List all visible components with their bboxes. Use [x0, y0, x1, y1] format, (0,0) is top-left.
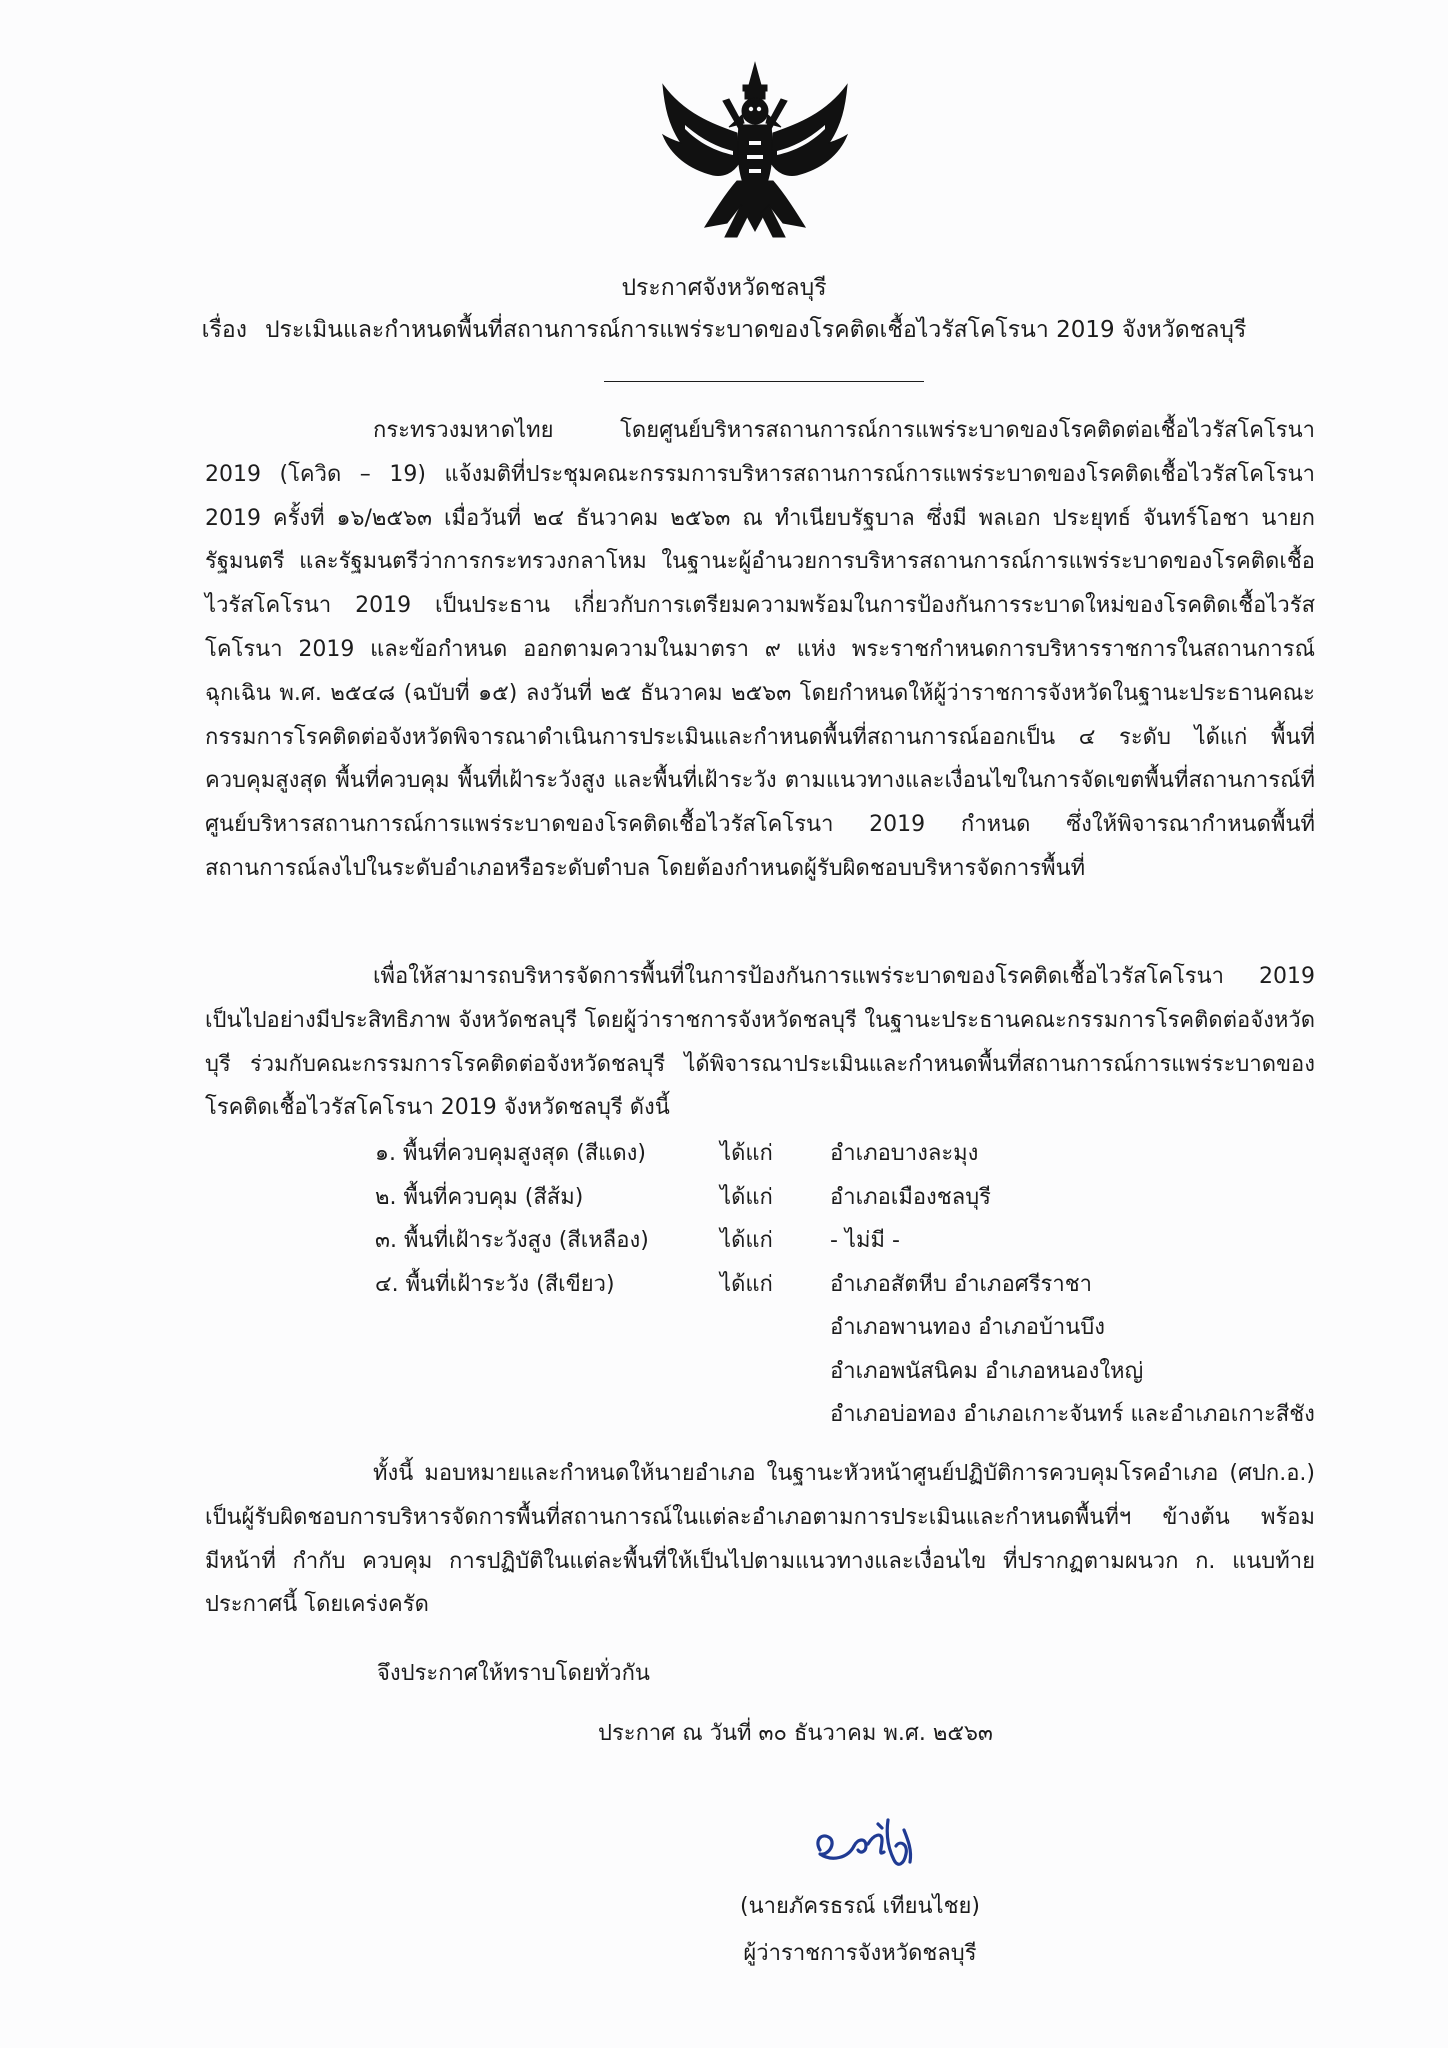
area-label: ๓. พื้นที่เฝ้าระวังสูง (สีเหลือง) — [375, 1228, 649, 1253]
area-district: อำเภอพนัสนิคม อำเภอหนองใหญ่ — [830, 1358, 1144, 1384]
subject-line — [0, 312, 1448, 348]
area-district: อำเภอเมืองชลบุรี — [830, 1184, 991, 1210]
area-label: ๑. พื้นที่ควบคุมสูงสุด (สีแดง) — [375, 1141, 646, 1166]
announcement-date: ประกาศ ณ วันที่ ๓๐ ธันวาคม พ.ศ. ๒๕๖๓ — [598, 1721, 993, 1746]
subject-text: ประเมินและกำหนดพื้นที่สถานการณ์การแพร่ระบาดของโรคติดเชื้อไวรัสโคโรนา 2019 จังหวัดชลบุรี — [264, 317, 1247, 343]
document-title: ประกาศจังหวัดชลบุรี — [621, 275, 827, 301]
paragraph-3: ทั้งนี้ มอบหมายและกำหนดให้นายอำเภอ ในฐานะหัวหน้าศูนย์ปฏิบัติการควบคุมโรคอำเภอ (ศปก.อ.) เป็นผู้รับผิดชอบการบริหารจัดการพื้นที่สถานการณ์ในแต่ละอำเภอตามการประเมินและกำหนดพื้นที่ฯ ข้างต้น พร้อมมีหน้าที่ กำกับ ควบคุม การปฏิบัติในแต่ละพื้นที่ให้เป็นไปตามแนวทางและเงื่อนไข ที่ปรากฏตามผนวก ก. แนบท้ายประกาศนี้ โดยเคร่งครัด — [205, 1461, 1315, 1618]
area-verb: ได้แก่ — [720, 1271, 773, 1297]
area-district: อำเภอสัตหีบ อำเภอศรีราชา — [830, 1271, 1093, 1297]
area-district: - ไม่มี - — [830, 1228, 900, 1253]
area-label: ๔. พื้นที่เฝ้าระวัง (สีเขียว) — [375, 1271, 615, 1297]
signer-position: ผู้ว่าราชการจังหวัดชลบุรี — [743, 1941, 977, 1966]
subject-label: เรื่อง — [201, 317, 247, 343]
title-divider — [604, 381, 924, 382]
paragraph-2: เพื่อให้สามารถบริหารจัดการพื้นที่ในการป้องกันการแพร่ระบาดของโรคติดเชื้อไวรัสโคโรนา 2019 เป็นไปอย่างมีประสิทธิภาพ จังหวัดชลบุรี โดยผู้ว่าราชการจังหวัดชลบุรี ในฐานะประธานคณะกรรมการโรคติดต่อจังหวัดบุรี ร่วมกับคณะกรรมการโรคติดต่อจังหวัดชลบุรี ได้พิจารณาประเมินและกำหนดพื้นที่สถานการณ์การแพร่ระบาดของโรคติดเชื้อไวรัสโคโรนา 2019 จังหวัดชลบุรี ดังนี้ — [205, 964, 1315, 1121]
area-verb: ได้แก่ — [720, 1141, 773, 1166]
area-district: อำเภอบ่อทอง อำเภอเกาะจันทร์ และอำเภอเกาะสีชัง — [830, 1402, 1315, 1427]
area-verb: ได้แก่ — [720, 1184, 773, 1210]
area-verb: ได้แก่ — [720, 1228, 773, 1253]
garuda-emblem-icon — [645, 55, 865, 240]
signature-icon — [808, 1810, 928, 1880]
area-label: ๒. พื้นที่ควบคุม (สีส้ม) — [375, 1184, 584, 1210]
area-district: อำเภอพานทอง อำเภอบ้านบึง — [830, 1315, 1106, 1340]
paragraph-1: กระทรวงมหาดไทย โดยศูนย์บริหารสถานการณ์การแพร่ระบาดของโรคติดต่อเชื้อไวรัสโคโรนา 2019 (โควิด – 19) แจ้งมติที่ประชุมคณะกรรมการบริหารสถานการณ์การแพร่ระบาดของโรคติดเชื้อไวรัสโคโรนา 2019 ครั้งที่ ๑๖/๒๕๖๓ เมื่อวันที่ ๒๔ ธันวาคม ๒๕๖๓ ณ ทำเนียบรัฐบาล ซึ่งมี พลเอก ประยุทธ์ จันทร์โอชา นายกรัฐมนตรี และรัฐมนตรีว่าการกระทรวงกลาโหม ในฐานะผู้อำนวยการบริหารสถานการณ์การแพร่ระบาดของโรคติดเชื้อไวรัสโคโรนา 2019 เป็นประธาน เกี่ยวกับการเตรียมความพร้อมในการป้องกันการระบาดใหม่ของโรคติดเชื้อไวรัสโคโรนา 2019 และข้อกำหนด ออกตามความในมาตรา ๙ แห่ง พระราชกำหนดการบริหารราชการในสถานการณ์ฉุกเฉิน พ.ศ. ๒๕๔๘ (ฉบับที่ ๑๕) ลงวันที่ ๒๕ ธันวาคม ๒๕๖๓ โดยกำหนดให้ผู้ว่าราชการจังหวัดในฐานะประธานคณะกรรมการโรคติดต่อจังหวัดพิจารณาดำเนินการประเมินและกำหนดพื้นที่สถานการณ์ออกเป็น ๔ ระดับ ได้แก่ พื้นที่ควบคุมสูงสุด พื้นที่ควบคุม พื้นที่เฝ้าระวังสูง และพื้นที่เฝ้าระวัง ตามแนวทางและเงื่อนไขในการจัดเขตพื้นที่สถานการณ์ที่ศูนย์บริหารสถานการณ์การแพร่ระบาดของโรคติดเชื้อไวรัสโคโรนา 2019 กำหนด ซึ่งให้พิจารณากำหนดพื้นที่สถานการณ์ลงไปในระดับอำเภอหรือระดับตำบล โดยต้องกำหนดผู้รับผิดชอบบริหารจัดการพื้นที่ — [205, 418, 1315, 881]
area-district: อำเภอบางละมุง — [830, 1141, 979, 1166]
signer-name: (นายภัครธรณ์ เทียนไชย) — [740, 1894, 980, 1919]
closing-line: จึงประกาศให้ทราบโดยทั่วกัน — [377, 1661, 650, 1686]
